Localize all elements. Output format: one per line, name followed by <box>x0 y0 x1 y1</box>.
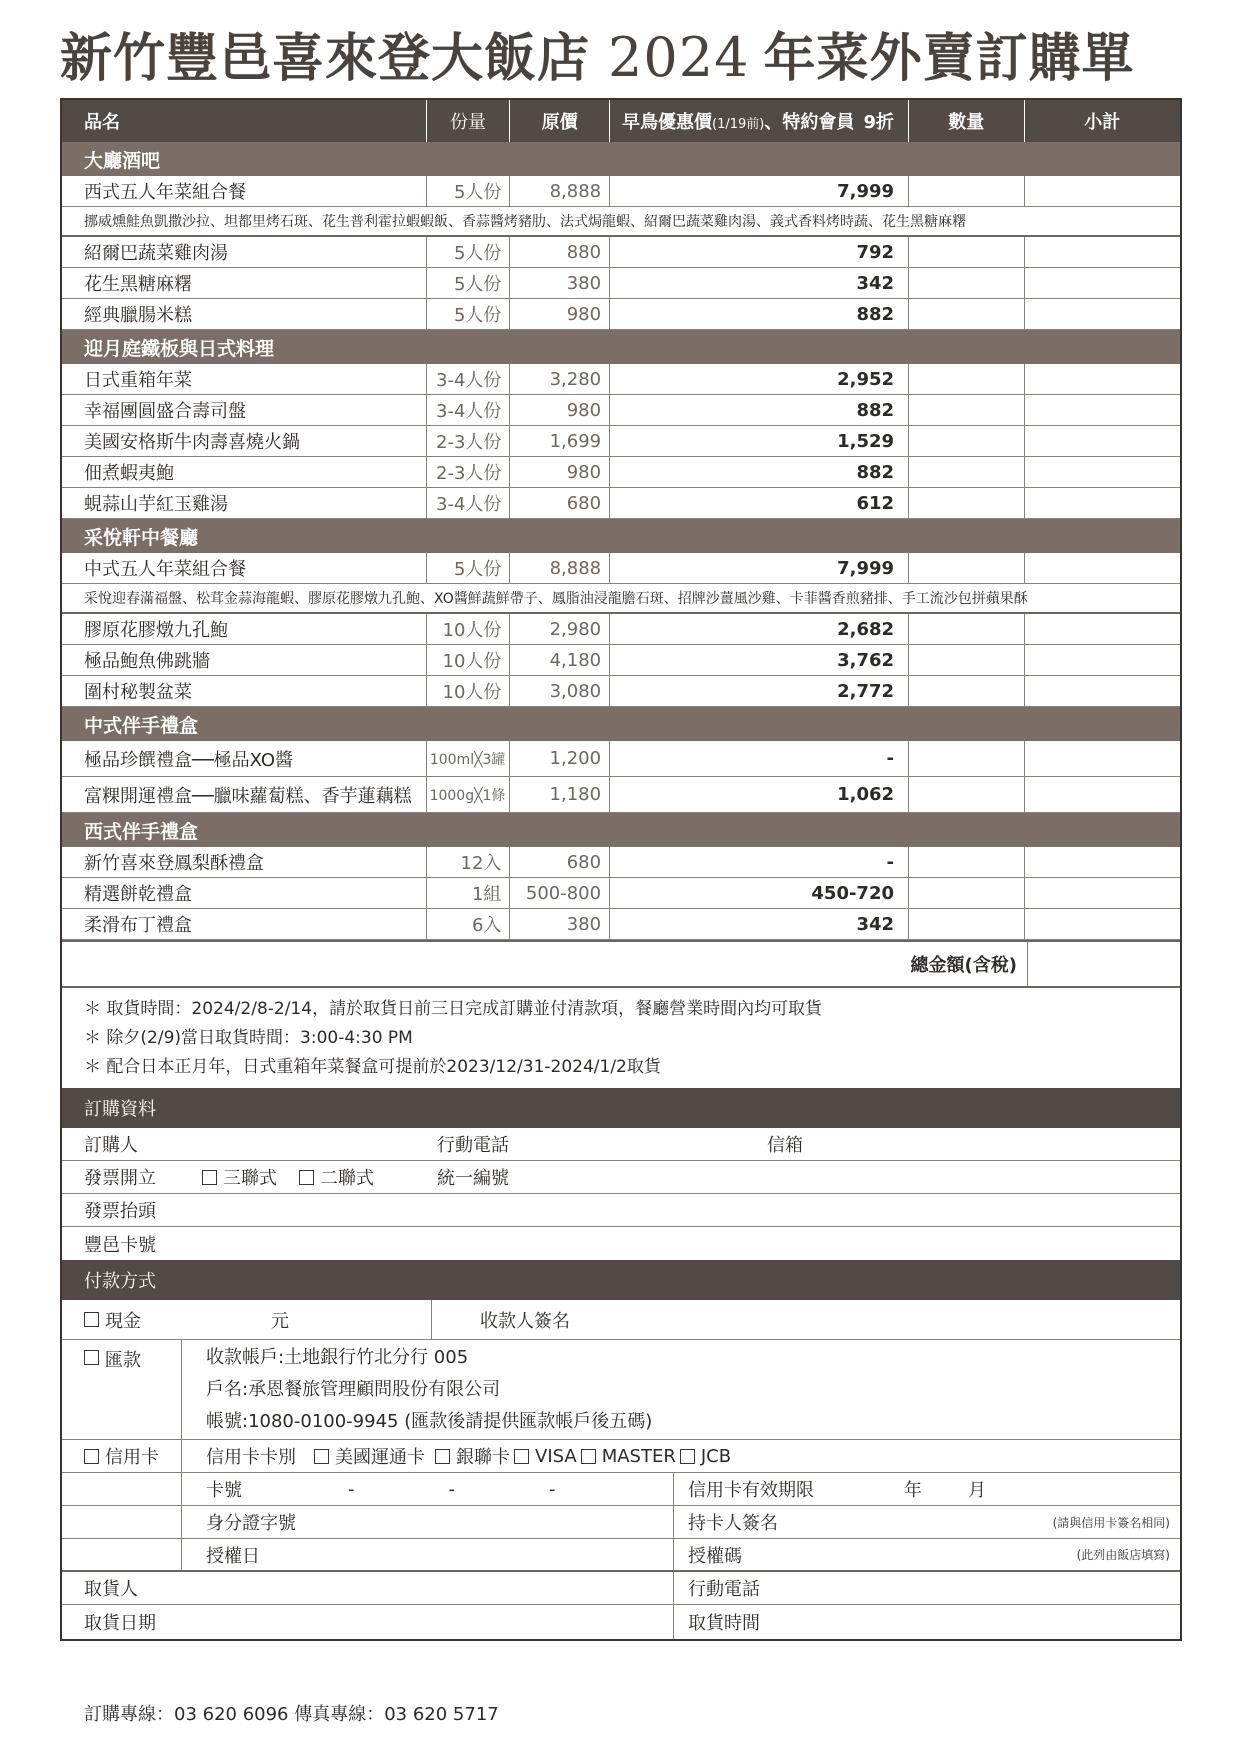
quantity-input[interactable] <box>909 426 1025 456</box>
subtotal-input[interactable] <box>1025 176 1180 206</box>
item-price: 380 <box>510 909 610 939</box>
tax-id-label: 統一編號 <box>437 1168 509 1189</box>
page-title <box>60 22 1185 94</box>
item-name: 圍村秘製盆菜 <box>62 676 427 706</box>
auth-code-note: (此列由飯店填寫) <box>1076 1548 1170 1562</box>
item-name: 經典臘腸米糕 <box>62 299 427 329</box>
checkbox-square-icon <box>202 1170 217 1185</box>
orderer-row <box>62 1128 1180 1161</box>
checkbox-square-icon <box>84 1449 99 1464</box>
subtotal-input[interactable] <box>1025 364 1180 394</box>
section-header: 采悅軒中餐廳 <box>62 519 1180 553</box>
pickup-mobile-field[interactable] <box>674 1572 1180 1604</box>
orderer-label: 訂購人 <box>84 1135 138 1156</box>
invoice-row <box>62 1161 1180 1194</box>
quantity-input[interactable] <box>909 299 1025 329</box>
bank-account: 收款帳戶:土地銀行竹北分行 005 <box>206 1346 469 1368</box>
checkbox-square-icon <box>514 1449 529 1464</box>
unionpay-checkbox[interactable] <box>435 1443 510 1469</box>
pickup-date-label: 取貨日期 <box>84 1613 156 1634</box>
item-portion: 2-3人份 <box>427 426 511 456</box>
cash-option[interactable] <box>62 1300 432 1339</box>
table-row <box>62 741 1180 777</box>
header-portion: 份量 <box>427 100 511 142</box>
table-row <box>62 237 1180 268</box>
bank-info <box>182 1340 1180 1439</box>
id-field[interactable] <box>182 1506 674 1538</box>
credit-row <box>62 1440 1180 1473</box>
tax-id-field[interactable] <box>437 1164 1180 1190</box>
title-year: 2024 <box>608 26 750 89</box>
pickup-time-field[interactable] <box>674 1605 1180 1639</box>
amex-label: 美國運通卡 <box>335 1447 425 1468</box>
item-portion: 3-4人份 <box>427 395 511 425</box>
jcb-label: JCB <box>700 1445 732 1467</box>
item-price: 3,080 <box>510 676 610 706</box>
item-portion: 5人份 <box>427 553 511 583</box>
quantity-input[interactable] <box>909 777 1025 812</box>
table-row <box>62 553 1180 584</box>
item-portion: 5人份 <box>427 299 511 329</box>
header-subtotal: 小計 <box>1084 112 1121 133</box>
header-price: 原價 <box>510 100 610 142</box>
pickup-mobile-label: 行動電話 <box>688 1579 760 1600</box>
email-label: 信箱 <box>767 1135 803 1156</box>
menu-sections <box>62 142 1180 940</box>
subtotal-input[interactable] <box>1025 645 1180 675</box>
pickup-date-row <box>62 1605 1180 1639</box>
card-no-label: 豐邑卡號 <box>84 1234 156 1256</box>
quantity-input[interactable] <box>909 395 1025 425</box>
item-portion: 1組 <box>427 878 511 908</box>
item-price: 8,888 <box>510 553 610 583</box>
table-row <box>62 395 1180 426</box>
subtotal-input[interactable] <box>1025 457 1180 487</box>
email-field[interactable] <box>767 1131 1180 1157</box>
visa-checkbox[interactable] <box>514 1446 577 1467</box>
header-name: 品名 <box>62 100 427 142</box>
table-row <box>62 457 1180 488</box>
note-line: ＊ 除夕(2/9)當日取貨時間：3:00-4:30 PM <box>84 1028 413 1048</box>
item-early-price: 342 <box>610 268 909 298</box>
card-type-label: 信用卡卡別 <box>206 1447 296 1468</box>
duplicate-checkbox[interactable] <box>299 1164 374 1190</box>
total-label: 總金額(含稅) <box>62 942 1028 986</box>
expiry-label: 信用卡有效期限 <box>688 1480 814 1501</box>
item-description: 采悅迎春滿福盤、松茸金蒜海龍蝦、膠原花膠燉九孔鮑、XO醬鮮蔬鮮帶子、鳳脂油浸龍膽石斑、招牌沙薑風沙雞、卡菲醬香煎豬排、手工流沙包拼蘋果酥 <box>62 584 1180 614</box>
title-rest: 年菜外賣訂購單 <box>763 28 1135 89</box>
card-no-field[interactable] <box>62 1231 1180 1257</box>
item-early-price: 342 <box>610 909 909 939</box>
header-early-label: 早鳥優惠價 <box>622 112 713 133</box>
section-header: 中式伴手禮盒 <box>62 707 1180 741</box>
holder-sign-field[interactable] <box>674 1506 1180 1538</box>
payee-sign-field[interactable] <box>432 1300 1180 1339</box>
payee-sign-label: 收款人簽名 <box>480 1310 570 1332</box>
item-name: 花生黑糖麻糬 <box>62 268 427 298</box>
pickup-notes <box>62 988 1180 1088</box>
id-label: 身分證字號 <box>206 1513 296 1534</box>
item-early-price: 882 <box>610 299 909 329</box>
duplicate-label: 二聯式 <box>320 1168 374 1189</box>
auth-row <box>62 1539 1180 1572</box>
item-price: 4,180 <box>510 645 610 675</box>
item-early-price: - <box>610 847 909 877</box>
subtotal-input[interactable] <box>1025 553 1180 583</box>
item-portion: 2-3人份 <box>427 457 511 487</box>
invoice-type-options <box>202 1164 437 1190</box>
subtotal-input[interactable] <box>1025 614 1180 644</box>
item-early-price: 3,762 <box>610 645 909 675</box>
item-early-price: - <box>610 741 909 776</box>
table-row <box>62 676 1180 707</box>
quantity-input[interactable] <box>909 645 1025 675</box>
subtotal-input[interactable] <box>1025 268 1180 298</box>
item-price: 1,699 <box>510 426 610 456</box>
header-qty: 數量 <box>909 100 1025 142</box>
invoice-label: 發票開立 <box>84 1168 156 1189</box>
subtotal-input[interactable] <box>1025 426 1180 456</box>
quantity-input[interactable] <box>909 878 1025 908</box>
subtotal-input[interactable] <box>1025 878 1180 908</box>
table-row <box>62 645 1180 676</box>
note-line: ＊ 取貨時間：2024/2/8-2/14，請於取貨日前三日完成訂購並付清款項，餐廳營業時間內均可取貨 <box>84 999 823 1019</box>
item-early-price: 1,062 <box>610 777 909 812</box>
item-early-price: 882 <box>610 395 909 425</box>
item-name: 蜆蒜山芋紅玉雞湯 <box>62 488 427 518</box>
header-discount: 9折 <box>863 112 895 133</box>
cash-label: 現金 <box>105 1310 141 1332</box>
mobile-label: 行動電話 <box>437 1135 509 1156</box>
visa-label: VISA <box>535 1445 577 1467</box>
item-portion: 10人份 <box>427 614 511 644</box>
item-name: 膠原花膠燉九孔鮑 <box>62 614 427 644</box>
transfer-label: 匯款 <box>105 1350 141 1371</box>
item-price: 980 <box>510 395 610 425</box>
item-name: 幸福團圓盛合壽司盤 <box>62 395 427 425</box>
credit-option[interactable] <box>62 1440 182 1472</box>
expiry-year-label: 年 <box>904 1480 922 1501</box>
item-description: 挪威燻鮭魚凱撒沙拉、坦都里烤石斑、花生普利霍拉蝦蝦飯、香蒜醬烤豬肋、法式焗龍蝦、紹爾巴蔬菜雞肉湯、義式香料烤時蔬、花生黑糖麻糬 <box>62 207 1180 237</box>
invoice-title-row <box>62 1194 1180 1227</box>
item-price: 8,888 <box>510 176 610 206</box>
pickup-date-field[interactable] <box>62 1605 674 1639</box>
quantity-input[interactable] <box>909 909 1025 939</box>
card-no-row <box>62 1227 1180 1260</box>
item-name: 精選餅乾禮盒 <box>62 878 427 908</box>
holder-sign-label: 持卡人簽名 <box>688 1513 778 1534</box>
table-row <box>62 878 1180 909</box>
subtotal-input[interactable] <box>1025 237 1180 267</box>
table-row <box>62 777 1180 813</box>
subtotal-input[interactable] <box>1025 847 1180 877</box>
item-name: 佃煮蝦夷鮑 <box>62 457 427 487</box>
item-name: 美國安格斯牛肉壽喜燒火鍋 <box>62 426 427 456</box>
expiry-field[interactable] <box>674 1473 1180 1505</box>
payment-band: 付款方式 <box>62 1260 1180 1300</box>
contact-footer: 訂購專線：03 620 6096 傳真專線：03 620 5717 <box>84 1704 499 1725</box>
pickup-person-field[interactable] <box>62 1572 674 1604</box>
credit-label: 信用卡 <box>105 1447 159 1468</box>
pickup-time-label: 取貨時間 <box>688 1613 760 1634</box>
card-number-field[interactable] <box>182 1473 674 1505</box>
checkbox-square-icon <box>581 1449 596 1464</box>
pickup-person-row <box>62 1572 1180 1605</box>
table-row <box>62 364 1180 395</box>
total-amount-field[interactable] <box>1028 942 1180 986</box>
item-price: 500-800 <box>510 878 610 908</box>
item-name: 中式五人年菜組合餐 <box>62 553 427 583</box>
item-price: 880 <box>510 237 610 267</box>
item-name: 極品珍饌禮盒──極品XO醬 <box>62 741 427 776</box>
yuan-label: 元 <box>271 1310 289 1332</box>
subtotal-input[interactable] <box>1025 395 1180 425</box>
quantity-input[interactable] <box>909 553 1025 583</box>
transfer-option[interactable] <box>62 1340 182 1439</box>
item-early-price: 7,999 <box>610 176 909 206</box>
invoice-title-label: 發票抬頭 <box>84 1201 156 1222</box>
item-early-price: 792 <box>610 237 909 267</box>
holder-sign-note: (請與信用卡簽名相同) <box>1052 1515 1170 1530</box>
item-early-price: 7,999 <box>610 553 909 583</box>
section-header: 迎月庭鐵板與日式料理 <box>62 330 1180 364</box>
checkbox-square-icon <box>314 1449 329 1464</box>
item-portion: 12入 <box>427 847 511 877</box>
subtotal-input[interactable] <box>1025 777 1180 812</box>
pickup-person-label: 取貨人 <box>84 1579 138 1600</box>
spacer <box>62 1539 182 1570</box>
item-early-price: 882 <box>610 457 909 487</box>
subtotal-input[interactable] <box>1025 299 1180 329</box>
bank-account-number: 帳號:1080-0100-9945 (匯款後請提供匯款帳戶後五碼) <box>206 1410 653 1432</box>
item-price: 2,980 <box>510 614 610 644</box>
master-checkbox[interactable] <box>581 1446 676 1467</box>
item-early-price: 612 <box>610 488 909 518</box>
auth-code-label: 授權碼 <box>688 1545 742 1567</box>
item-name: 西式五人年菜組合餐 <box>62 176 427 206</box>
table-row <box>62 847 1180 878</box>
quantity-input[interactable] <box>909 457 1025 487</box>
item-price: 1,200 <box>510 741 610 776</box>
spacer <box>62 1506 182 1538</box>
quantity-input[interactable] <box>909 614 1025 644</box>
orderer-field[interactable] <box>62 1131 437 1157</box>
item-name: 日式重箱年菜 <box>62 364 427 394</box>
quantity-input[interactable] <box>909 741 1025 776</box>
item-price: 980 <box>510 457 610 487</box>
item-price: 680 <box>510 847 610 877</box>
item-price: 3,280 <box>510 364 610 394</box>
quantity-input[interactable] <box>909 847 1025 877</box>
quantity-input[interactable] <box>909 676 1025 706</box>
quantity-input[interactable] <box>909 364 1025 394</box>
item-early-price: 2,682 <box>610 614 909 644</box>
bank-account-name: 戶名:承恩餐旅管理顧問股份有限公司 <box>206 1378 501 1400</box>
card-type-options <box>182 1440 1180 1472</box>
table-row <box>62 909 1180 940</box>
card-dash: - <box>348 1478 355 1500</box>
header-early-small: (1/19前) <box>712 117 765 132</box>
table-row <box>62 299 1180 330</box>
item-name: 新竹喜來登鳳梨酥禮盒 <box>62 847 427 877</box>
transfer-row <box>62 1340 1180 1440</box>
subtotal-input[interactable] <box>1025 741 1180 776</box>
card-number-label: 卡號 <box>206 1480 242 1501</box>
table-header <box>62 100 1180 142</box>
total-row <box>62 940 1180 988</box>
item-early-price: 2,772 <box>610 676 909 706</box>
item-price: 980 <box>510 299 610 329</box>
item-portion: 5人份 <box>427 237 511 267</box>
amex-checkbox[interactable] <box>314 1443 425 1469</box>
spacer <box>62 1473 182 1505</box>
order-form <box>60 98 1182 1641</box>
item-portion: 6入 <box>427 909 511 939</box>
item-portion: 10人份 <box>427 645 511 675</box>
item-early-price: 1,529 <box>610 426 909 456</box>
quantity-input[interactable] <box>909 176 1025 206</box>
master-label: MASTER <box>601 1445 676 1467</box>
item-name: 紹爾巴蔬菜雞肉湯 <box>62 237 427 267</box>
item-portion: 3-4人份 <box>427 364 511 394</box>
auth-date-field[interactable] <box>182 1539 674 1570</box>
subtotal-input[interactable] <box>1025 909 1180 939</box>
item-early-price: 450-720 <box>610 878 909 908</box>
cash-row <box>62 1300 1180 1340</box>
header-early <box>610 100 909 142</box>
table-row <box>62 176 1180 207</box>
subtotal-input[interactable] <box>1025 676 1180 706</box>
item-name: 極品鮑魚佛跳牆 <box>62 645 427 675</box>
item-portion: 100ml╳3罐 <box>427 741 511 776</box>
table-row <box>62 268 1180 299</box>
quantity-input[interactable] <box>909 488 1025 518</box>
item-name: 富粿開運禮盒──臘味蘿蔔糕、香芋蓮藕糕 <box>62 777 427 812</box>
item-portion: 3-4人份 <box>427 488 511 518</box>
triplicate-checkbox[interactable] <box>202 1164 277 1190</box>
checkbox-square-icon <box>435 1449 450 1464</box>
card-dash: - <box>549 1478 556 1500</box>
quantity-input[interactable] <box>909 268 1025 298</box>
checkbox-square-icon <box>84 1312 99 1327</box>
item-portion: 5人份 <box>427 176 511 206</box>
subtotal-input[interactable] <box>1025 488 1180 518</box>
item-price: 680 <box>510 488 610 518</box>
table-row <box>62 488 1180 519</box>
section-header: 西式伴手禮盒 <box>62 813 1180 847</box>
id-row <box>62 1506 1180 1539</box>
mobile-field[interactable] <box>437 1131 767 1157</box>
card-number-row <box>62 1473 1180 1506</box>
table-row <box>62 426 1180 457</box>
auth-code-field[interactable] <box>674 1539 1180 1570</box>
item-portion: 10人份 <box>427 676 511 706</box>
jcb-checkbox[interactable] <box>680 1446 731 1467</box>
quantity-input[interactable] <box>909 237 1025 267</box>
item-price: 1,180 <box>510 777 610 812</box>
invoice-title-field[interactable] <box>62 1197 1180 1223</box>
item-portion: 5人份 <box>427 268 511 298</box>
item-early-price: 2,952 <box>610 364 909 394</box>
triplicate-label: 三聯式 <box>223 1168 277 1189</box>
hotel-name: 新竹豐邑喜來登大飯店 <box>60 28 591 89</box>
expiry-month-label: 月 <box>968 1480 986 1501</box>
section-header: 大廳酒吧 <box>62 142 1180 176</box>
header-early-member: 、特約會員 <box>764 112 855 133</box>
note-line: ＊ 配合日本正月年，日式重箱年菜餐盒可提前於2023/12/31-2024/1/2取貨 <box>84 1057 661 1077</box>
checkbox-square-icon <box>84 1350 99 1365</box>
table-row <box>62 614 1180 645</box>
item-name: 柔滑布丁禮盒 <box>62 909 427 939</box>
item-price: 380 <box>510 268 610 298</box>
checkbox-square-icon <box>299 1170 314 1185</box>
unionpay-label: 銀聯卡 <box>456 1447 510 1468</box>
card-dash: - <box>448 1478 455 1500</box>
auth-date-label: 授權日 <box>206 1545 260 1567</box>
order-info-band: 訂購資料 <box>62 1088 1180 1128</box>
item-portion: 1000g╳1條 <box>427 777 511 812</box>
checkbox-square-icon <box>680 1449 695 1464</box>
